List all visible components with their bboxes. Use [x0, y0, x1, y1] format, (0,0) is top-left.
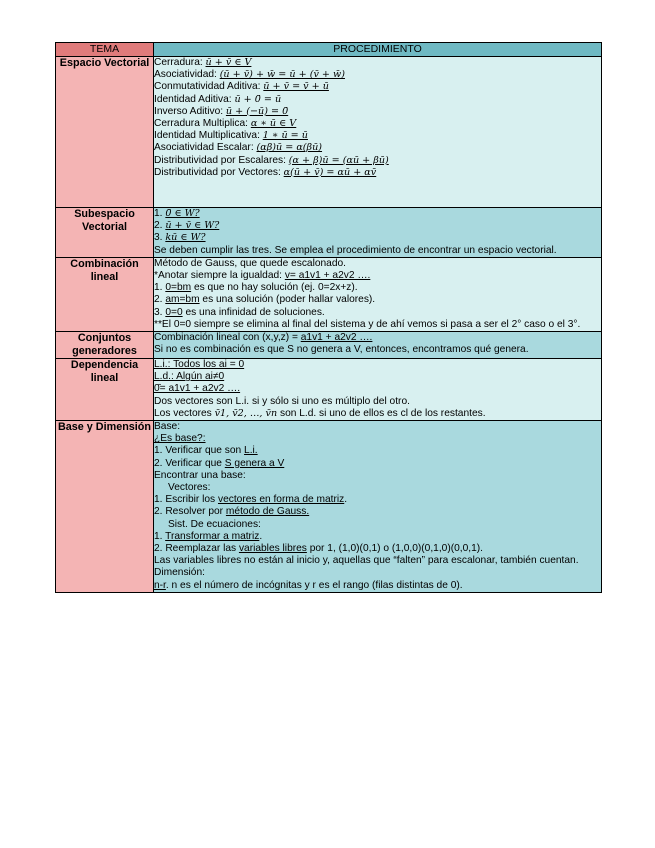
axiom-formula: ū + v̄ ∈ V — [205, 57, 252, 68]
underlined-text: n-r — [154, 579, 166, 591]
axiom-label: Distributividad por Vectores: — [154, 166, 284, 178]
text-span: es una infinidad de soluciones. — [182, 306, 325, 318]
row-conjuntos-generadores — [56, 332, 602, 359]
proc-dependencia-lineal — [154, 359, 602, 421]
tema-combinacion-lineal: Combinación lineal — [56, 257, 154, 331]
text-line: Sist. De ecuaciones: — [168, 518, 261, 530]
row-base-dimension — [56, 421, 602, 593]
text-span: . — [344, 494, 348, 506]
underlined-text: variables libres — [238, 543, 307, 555]
header-tema: TEMA — [56, 43, 154, 57]
axiom-formula: α(ū + v̄) = αū + αv̄ — [283, 166, 377, 178]
underlined-text: L.i. — [244, 445, 258, 457]
underlined-text: v= a1v1 + a2v2 …. — [284, 270, 371, 282]
underlined-text: método de Gauss. — [225, 506, 310, 518]
text-span: . — [259, 530, 263, 542]
text-span: es que no hay solución (ej. 0=2x+z). — [191, 282, 358, 294]
text-span: 1. — [154, 282, 166, 294]
text-span: Los vectores — [154, 407, 215, 419]
axiom-label: Asociatividad: — [154, 69, 220, 81]
underlined-text: S genera a V — [224, 457, 285, 469]
text-span: 2. — [154, 294, 166, 306]
axiom-formula: (α + β)ū = (αū + βū) — [288, 154, 389, 166]
tema-dependencia-lineal: Dependencia lineal — [56, 359, 154, 421]
underlined-text: vectores en forma de matriz — [217, 494, 345, 506]
header-procedimiento: PROCEDIMIENTO — [154, 43, 602, 57]
proc-subespacio-vectorial — [154, 208, 602, 258]
text-span: . n es el número de incógnitas y r es el rango (filas distintas de 0). — [165, 579, 463, 591]
text-span: 3. — [154, 306, 166, 318]
row-subespacio-vectorial — [56, 208, 602, 258]
axiom-label: Asociatividad Escalar: — [154, 142, 257, 154]
text-line: ¿Es base?: — [154, 433, 206, 445]
header-row — [56, 43, 602, 57]
axiom-label: Conmutatividad Aditiva: — [154, 81, 264, 93]
condition-formula: 0̄ ∈ W? — [165, 208, 200, 219]
tema-espacio-vectorial: Espacio Vectorial — [56, 57, 154, 208]
axiom-formula: 1 ∗ ū = ū — [262, 130, 308, 142]
text-line: Dimensión: — [154, 567, 205, 579]
underlined-text: Transformar a matriz — [165, 530, 260, 542]
text-line: Base: — [154, 421, 181, 433]
axiom-label: Cerradura Multiplica: — [154, 118, 251, 130]
axiom-label: Identidad Multiplicativa: — [154, 130, 263, 142]
text-line: L.i.: Todos los ai = 0 — [154, 359, 245, 371]
text-line: 0̄= a1v1 + a2v2 …. — [154, 383, 241, 395]
row-espacio-vectorial — [56, 57, 602, 208]
text-span: 1. Escribir los — [154, 494, 218, 506]
subespacio-note: Se deben cumplir las tres. Se emplea el procedimiento de encontrar un espacio vectorial. — [154, 244, 557, 256]
item-number: 3. — [154, 232, 166, 244]
item-number: 2. — [154, 220, 166, 232]
proc-combinacion-lineal — [154, 257, 602, 331]
tema-subespacio-vectorial: Subespacio Vectorial — [56, 208, 154, 258]
vectors-formula: v̄1, v̄2, …, v̄n — [214, 407, 278, 419]
underlined-text: am=bm — [165, 294, 200, 306]
text-span: 1. Verificar que son — [154, 445, 245, 457]
text-span: es una solución (poder hallar valores). — [199, 294, 376, 306]
summary-table — [55, 42, 602, 593]
condition-formula: ū + v̄ ∈ W? — [165, 220, 220, 232]
text-line: L.d.: Algún ai≠0 — [154, 371, 225, 383]
text-span: son L.d. si uno de ellos es cl de los restantes. — [277, 407, 486, 419]
proc-conjuntos-generadores — [154, 332, 602, 359]
underlined-text: 0=0 — [165, 306, 183, 318]
axiom-formula: α ∗ ū ∈ V — [250, 118, 297, 130]
tema-conjuntos-generadores: Conjuntos generadores — [56, 332, 154, 359]
underlined-text: a1v1 + a2v2 …. — [300, 332, 373, 344]
text-span: *Anotar siempre la igualdad: — [154, 270, 285, 282]
condition-formula: kū ∈ W? — [165, 232, 206, 244]
axiom-label: Identidad Aditiva: — [154, 93, 235, 105]
row-dependencia-lineal — [56, 359, 602, 421]
text-line: Si no es combinación es que S no genera a V, entonces, encontramos qué genera. — [154, 344, 529, 356]
text-span: Combinación lineal con (x,y,z) = — [154, 332, 301, 344]
text-span: 1. — [154, 530, 166, 542]
proc-espacio-vectorial — [154, 57, 602, 208]
axiom-label: Inverso Aditivo: — [154, 105, 226, 117]
text-span: por 1, (1,0)(0,1) o (1,0,0)(0,1,0)(0,0,1). — [306, 543, 483, 555]
tema-base-dimension: Base y Dimensión — [56, 421, 154, 593]
underlined-text: 0=bm — [165, 282, 192, 294]
text-line: Encontrar una base: — [154, 469, 246, 481]
row-combinacion-lineal — [56, 257, 602, 331]
axiom-label: Distributividad por Escalares: — [154, 154, 289, 166]
axiom-formula: ū + v̄ = v̄ + ū — [263, 81, 329, 93]
text-line: **El 0=0 siempre se elimina al final del sistema y de ahí vemos si pasa a ser el 2° caso o el 3°. — [154, 318, 581, 330]
text-span: 2. Verificar que — [154, 457, 225, 469]
axiom-formula: (αβ)ū = α(βū) — [256, 142, 323, 154]
axiom-formula: ū + (−ū) = 0̄ — [225, 105, 289, 117]
axiom-formula: (ū + v̄) + w̄ = ū + (v̄ + w̄) — [219, 69, 345, 81]
text-span: 2. Reemplazar las — [154, 543, 239, 555]
axiom-label: Cerradura: — [154, 57, 206, 68]
text-line: Dos vectores son L.i. si y sólo si uno es múltiplo del otro. — [154, 395, 410, 407]
proc-base-dimension — [154, 421, 602, 593]
text-line: Método de Gauss, que quede escalonado. — [154, 257, 347, 269]
text-line: Vectores: — [168, 482, 211, 494]
item-number: 1. — [154, 208, 166, 219]
text-line: Las variables libres no están al inicio y, aquellas que “falten” para escalonar, también cuentan. — [154, 555, 579, 567]
text-span: 2. Resolver por — [154, 506, 226, 518]
axiom-formula: ū + 0̄ = ū — [234, 93, 282, 105]
